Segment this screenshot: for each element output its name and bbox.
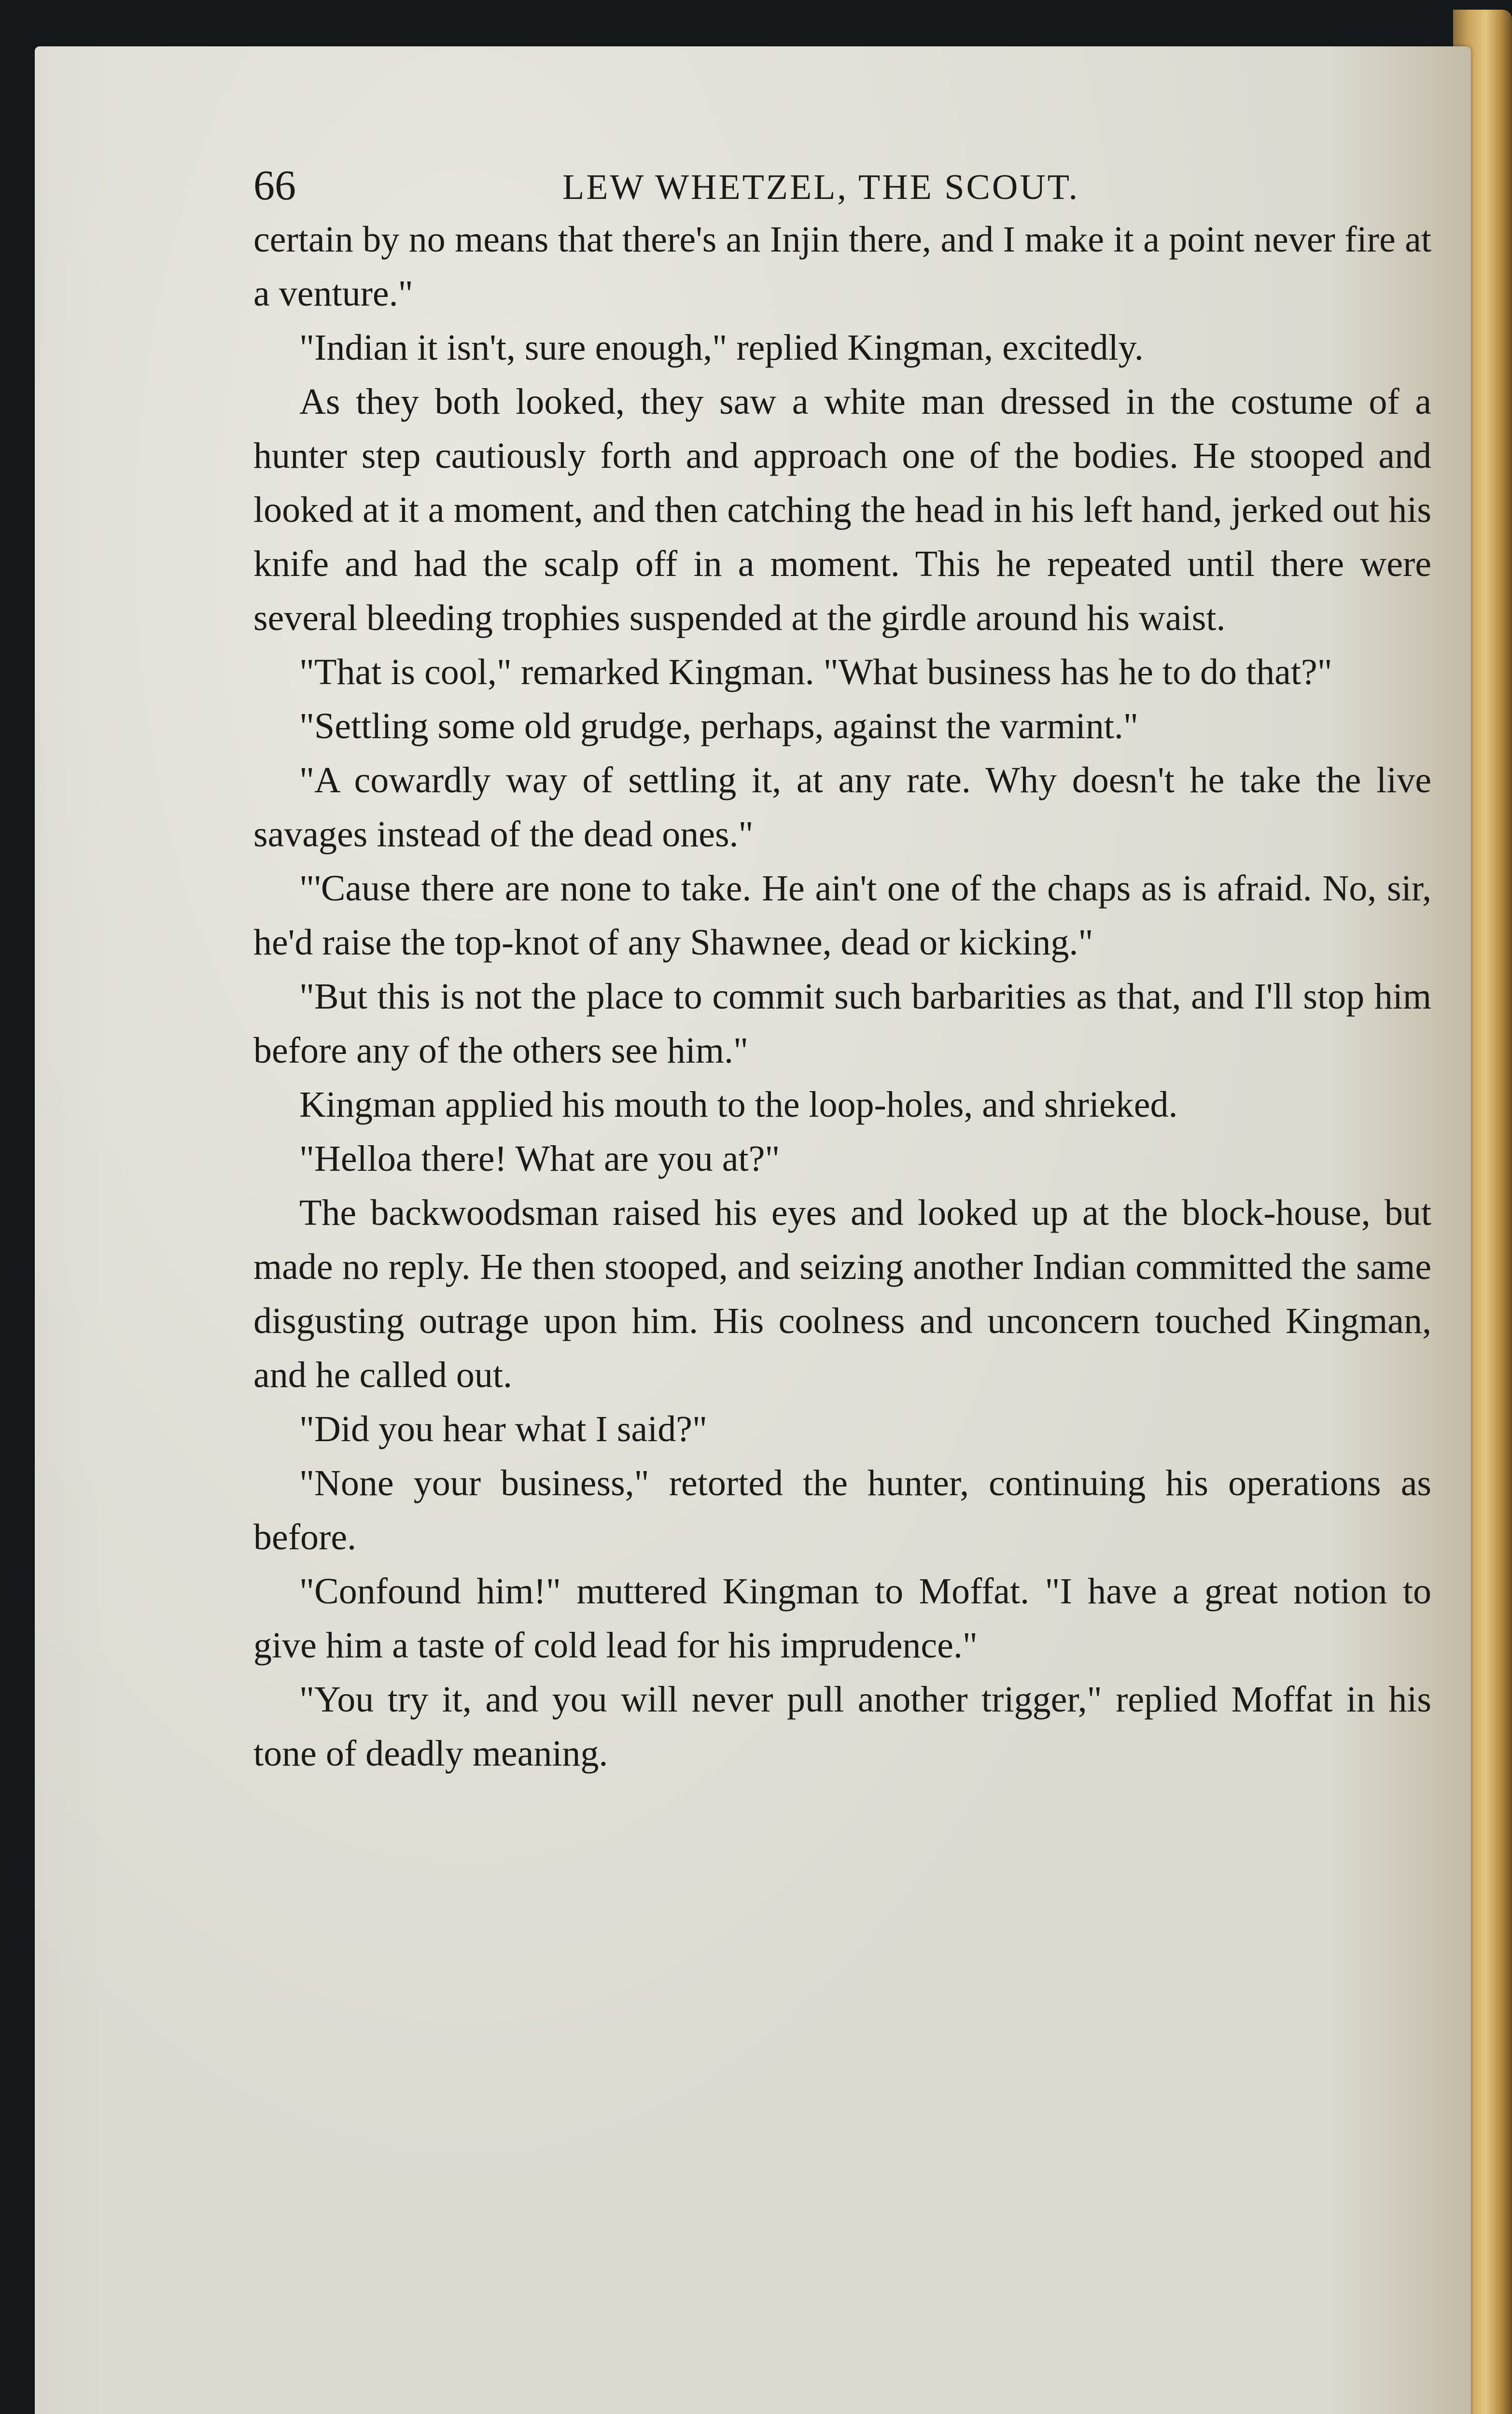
paragraph: "Confound him!" muttered Kingman to Moffat. "I have a great notion to give him a taste of cold lead for his imprudence." (253, 1571, 1431, 1666)
paragraph: "Indian it isn't, sure enough," replied Kingman, excitedly. (299, 327, 1144, 368)
paragraph: "None your business," retorted the hunter, continuing his operations as before. (253, 1463, 1431, 1558)
paragraph: "A cowardly way of settling it, at any rate. Why doesn't he take the live savages instead of the dead ones." (253, 760, 1431, 855)
paragraph: The backwoodsman raised his eyes and looked up at the block-house, but made no reply. He then stooped, and seizing another Indian committed the same disgusting outrage upon him. His coolness and unconcern touched Kingman, and he called out. (253, 1193, 1431, 1395)
paragraph: "Helloa there! What are you at?" (299, 1138, 780, 1179)
paragraph: "That is cool," remarked Kingman. "What business has he to do that?" (299, 652, 1332, 692)
paragraph: "You try it, and you will never pull another trigger," replied Moffat in his tone of deadly meaning. (253, 1679, 1431, 1774)
page-header (253, 159, 1439, 212)
paragraph: certain by no means that there's an Injin there, and I make it a point never fire at a venture." (253, 219, 1431, 314)
paragraph: "'Cause there are none to take. He ain't one of the chaps as is afraid. No, sir, he'd raise the top-knot of any Shawnee, dead or kicking." (253, 868, 1431, 963)
running-title: LEW WHETZEL, THE SCOUT. (562, 168, 1079, 207)
body-text (253, 212, 1431, 1781)
paragraph: "Settling some old grudge, perhaps, against the varmint." (299, 706, 1138, 746)
paragraph: As they both looked, they saw a white man dressed in the costume of a hunter step cautiously forth and approach one of the bodies. He stooped and looked at it a moment, and then catching the head in his left hand, jerked out his knife and had the scalp off in a moment. This he repeated until there were several bleeding trophies suspended at the girdle around his waist. (253, 381, 1431, 638)
page-number: 66 (253, 162, 296, 209)
paragraph: "Did you hear what I said?" (299, 1409, 708, 1449)
paragraph: "But this is not the place to commit such barbarities as that, and I'll stop him before any of the others see him." (253, 976, 1431, 1071)
paragraph: Kingman applied his mouth to the loop-holes, and shrieked. (299, 1084, 1178, 1125)
